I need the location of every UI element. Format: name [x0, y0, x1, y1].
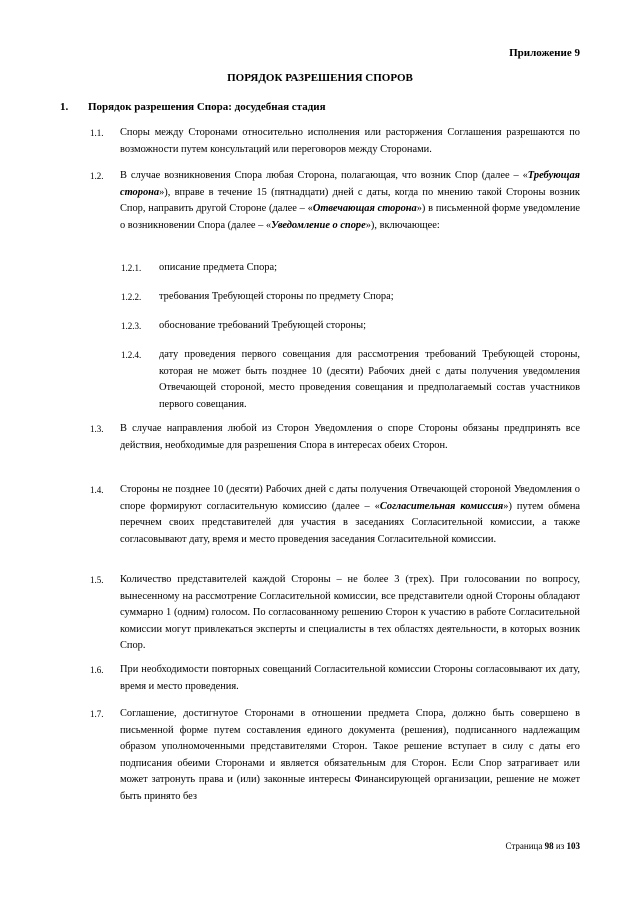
clause-number: 1.2.1.	[121, 263, 142, 273]
clause-1-5	[90, 572, 580, 655]
clause-1-6	[90, 662, 580, 695]
defined-term: Уведомление о споре	[271, 219, 366, 231]
clause-number: 1.5.	[90, 575, 104, 585]
clause-1-2	[90, 168, 580, 234]
clause-text: описание предмета Спора;	[159, 262, 277, 273]
defined-term: Согласительная комиссия	[379, 500, 504, 512]
clause-text: Споры между Сторонами относительно исполнения или расторжения Соглашения разрешаются по возможности путем консультаций или переговоров между Сторонами.	[120, 127, 580, 155]
defined-term: Отвечающая сторона	[312, 203, 417, 214]
section-title: Порядок разрешения Спора: досудебная стадия	[88, 101, 326, 113]
clause-number: 1.2.2.	[121, 292, 142, 302]
text-run: ») путем обмена перечнем своих представителей для участия в заседаниях Согласительной комиссии, а также согласовывают дату, время и место проведения заседания Согласительной комиссии.	[120, 500, 581, 545]
clause-number: 1.2.3.	[121, 321, 142, 331]
clause-number: 1.2.	[90, 171, 104, 181]
text-run: ») в письменной форме уведомление о возникновении Спора (далее – «	[120, 203, 581, 231]
clause-text: дату проведения первого совещания для рассмотрения требований Требующей стороны, которая не может быть позднее 10 (десяти) Рабочих дней с даты получения уведомления Отвечающей стороной, место проведения совещания и предполагаемый состав участников первого совещания.	[159, 349, 580, 410]
text-run: »), вправе в течение 15 (пятнадцати) дней с даты, когда по мнению такой Стороны возник Спор, направить другой Стороне (далее – «	[120, 186, 580, 214]
defined-term: Требующая сторона	[120, 170, 580, 198]
text-run: В случае возникновения Спора любая Сторона, полагающая, что возник Спор (далее – «	[120, 170, 528, 181]
clause-1-4	[90, 482, 580, 548]
clause-number: 1.4.	[90, 485, 104, 495]
document-title: ПОРЯДОК РАЗРЕШЕНИЯ СПОРОВ	[227, 72, 413, 84]
clause-text: обоснование требований Требующей стороны;	[159, 320, 367, 331]
clause-1-2-4	[121, 347, 580, 413]
clause-number: 1.7.	[90, 709, 104, 719]
clause-text: Количество представителей каждой Стороны – не более 3 (трех). При голосовании по вопросу, вынесенному на рассмотрение Согласительной комиссии, все представители одной Стороны обладают суммарно 1 (одним) голосом. По согласованному решению Сторон к участию в работе Согласительной комиссии могут привлекаться эксперты и специалисты в тех областях деятельности, в которых возник Спор.	[120, 574, 580, 651]
text-run: »), включающее:	[365, 219, 440, 231]
clause-1-1	[90, 125, 580, 158]
clause-1-2-3	[121, 318, 580, 335]
clause-1-2-1	[121, 260, 580, 277]
section-number: 1.	[60, 101, 69, 113]
clause-1-2-2	[121, 289, 580, 306]
clause-number: 1.6.	[90, 665, 104, 675]
clause-number: 1.3.	[90, 424, 104, 434]
clause-text: требования Требующей стороны по предмету Спора;	[159, 291, 394, 302]
clause-1-7	[90, 706, 580, 805]
clause-text	[120, 482, 580, 548]
page-number: 98	[544, 841, 554, 851]
clause-number: 1.1.	[90, 128, 104, 138]
clause-text: Соглашение, достигнутое Сторонами в отношении предмета Спора, должно быть совершено в письменной форме путем составления единого документа (решения), подписанного надлежащим образом уполномоченными представителями Сторон. Такое решение вступает в силу с даты его подписания обеими Сторонами и является обязательным для Сторон. Если Спор затрагивает или может затронуть права и (или) законные интересы Финансирующей организации, решение не может быть принято без	[120, 708, 580, 802]
page-footer	[506, 841, 581, 851]
clause-text: В случае направления любой из Сторон Уведомления о споре Стороны обязаны предпринять все действия, необходимые для разрешения Спора в интересах обеих Сторон.	[120, 423, 580, 451]
page-total: 103	[566, 841, 580, 851]
clause-text	[120, 168, 580, 234]
clause-text: При необходимости повторных совещаний Согласительной комиссии Стороны согласовывают их дату, время и место проведения.	[120, 664, 580, 692]
text-run: Стороны не позднее 10 (десяти) Рабочих дней с даты получения Отвечающей стороной Уведомления о споре формируют согласительную комиссию (далее – «	[120, 484, 580, 512]
clause-number: 1.2.4.	[121, 350, 142, 360]
footer-mid: из	[553, 841, 567, 851]
footer-prefix: Страница	[505, 841, 545, 851]
clause-1-3	[90, 421, 580, 454]
appendix-label: Приложение 9	[509, 47, 580, 59]
